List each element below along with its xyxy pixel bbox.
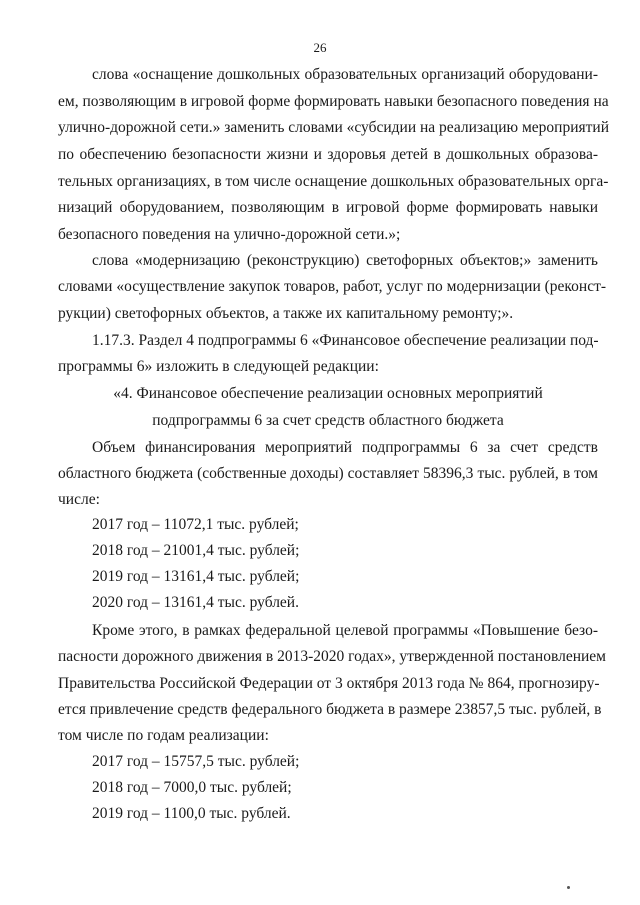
text-line: низаций оборудованием, позволяющим в игровой форме формировать навыки (58, 199, 598, 216)
text-line: безопасного поведения на улично-дорожной сети.»; (58, 226, 401, 243)
text-line: Правительства Российской Федерации от 3 октября 2013 года № 864, прогнозиру- (58, 675, 600, 692)
list-item: 2019 год – 1100,0 тыс. рублей. (92, 805, 291, 822)
text-line: программы 6» изложить в следующей редакции: (58, 358, 379, 375)
text-line: 1.17.3. Раздел 4 подпрограммы 6 «Финансовое обеспечение реализации под- (92, 332, 599, 349)
text-line: Кроме этого, в рамках федеральной целевой программы «Повышение безо- (92, 622, 598, 639)
text-line: ем, позволяющим в игровой форме формировать навыки безопасного поведения на (58, 93, 609, 110)
text-line: пасности дорожного движения в 2013-2020 годах», утвержденной постановлением (58, 648, 606, 665)
text-line: словами «осуществление закупок товаров, работ, услуг по модернизации (реконст- (58, 278, 607, 295)
text-line: слова «модернизацию (реконструкцию) светофорных объектов;» заменить (92, 252, 598, 269)
list-item: 2017 год – 15757,5 тыс. рублей; (92, 753, 300, 770)
text-line: слова «оснащение дошкольных образовательных организаций оборудовани- (92, 66, 598, 83)
text-line: числе: (58, 491, 100, 508)
text-line: Объем финансирования мероприятий подпрограммы 6 за счет средств (92, 439, 598, 456)
text-line: том числе по годам реализации: (58, 727, 269, 744)
text-line: областного бюджета (собственные доходы) составляет 58396,3 тыс. рублей, в том (58, 465, 598, 482)
text-line: по обеспечению безопасности жизни и здоровья детей в дошкольных образова- (58, 146, 598, 163)
text-line: ется привлечение средств федерального бюджета в размере 23857,5 тыс. рублей, в (58, 701, 602, 718)
list-item: 2020 год – 13161,4 тыс. рублей. (92, 594, 299, 611)
page-number: 26 (313, 40, 327, 55)
text-line: тельных организациях, в том числе оснащение дошкольных образовательных орга- (58, 173, 609, 190)
list-item: 2019 год – 13161,4 тыс. рублей; (92, 568, 300, 585)
list-item: 2017 год – 11072,1 тыс. рублей; (92, 516, 299, 533)
section-heading: подпрограммы 6 за счет средств областного бюджета (152, 412, 504, 429)
list-item: 2018 год – 21001,4 тыс. рублей; (92, 542, 300, 559)
text-line: улично-дорожной сети.» заменить словами «субсидии на реализацию мероприятий (58, 119, 609, 136)
section-heading: «4. Финансовое обеспечение реализации основных мероприятий (113, 385, 543, 402)
list-item: 2018 год – 7000,0 тыс. рублей; (92, 779, 292, 796)
scan-speck (567, 886, 570, 889)
text-line: рукции) светофорных объектов, а также их капитальному ремонту;». (58, 305, 514, 322)
